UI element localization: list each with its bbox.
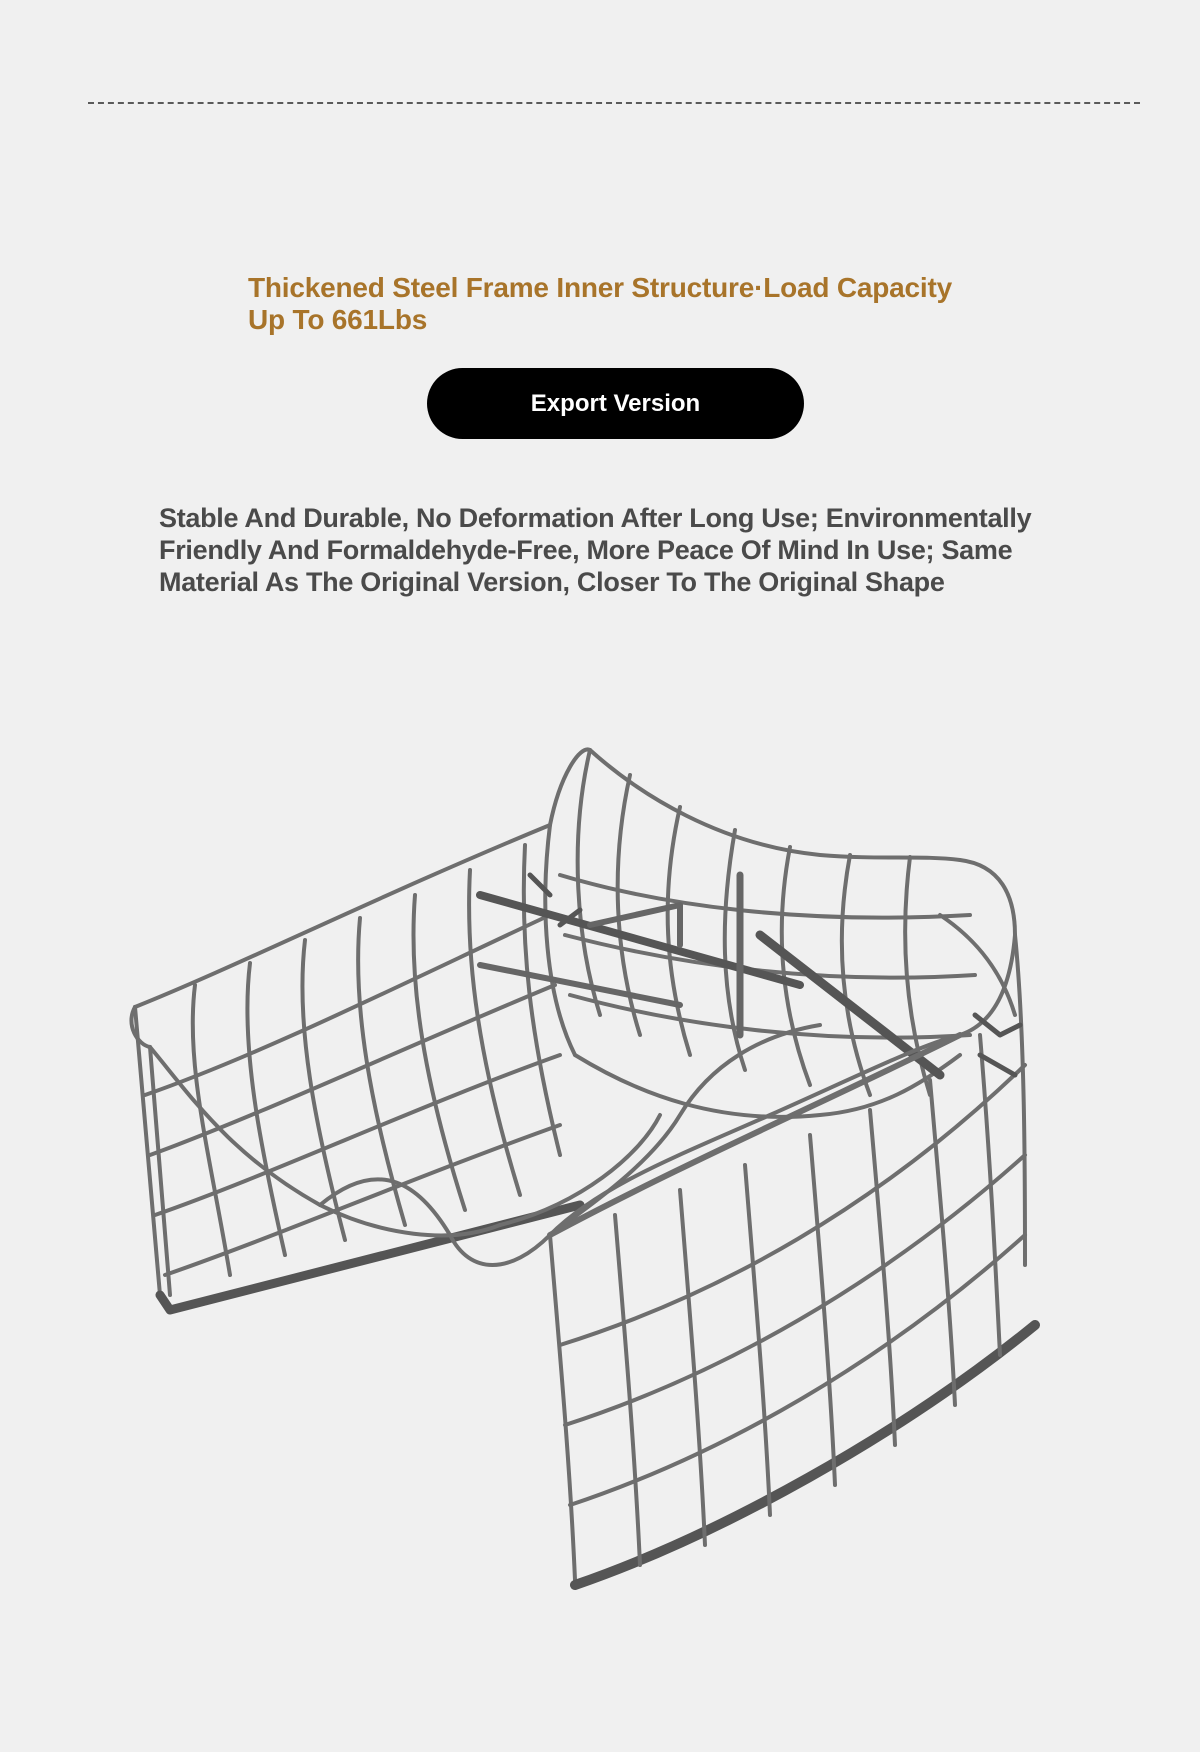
section-headline: Thickened Steel Frame Inner Structure·Load Capacity Up To 661Lbs (248, 272, 952, 335)
export-version-button[interactable]: Export Version (427, 368, 804, 439)
feature-description: Stable And Durable, No Deformation After Long Use; Environmentally Friendly And Formaldehyde-Free, More Peace Of Mind In Use; Same Material As The Original Version, Closer To The Original Shape (159, 503, 1032, 597)
steel-frame-image (120, 735, 1060, 1625)
dashed-divider (88, 102, 1140, 104)
